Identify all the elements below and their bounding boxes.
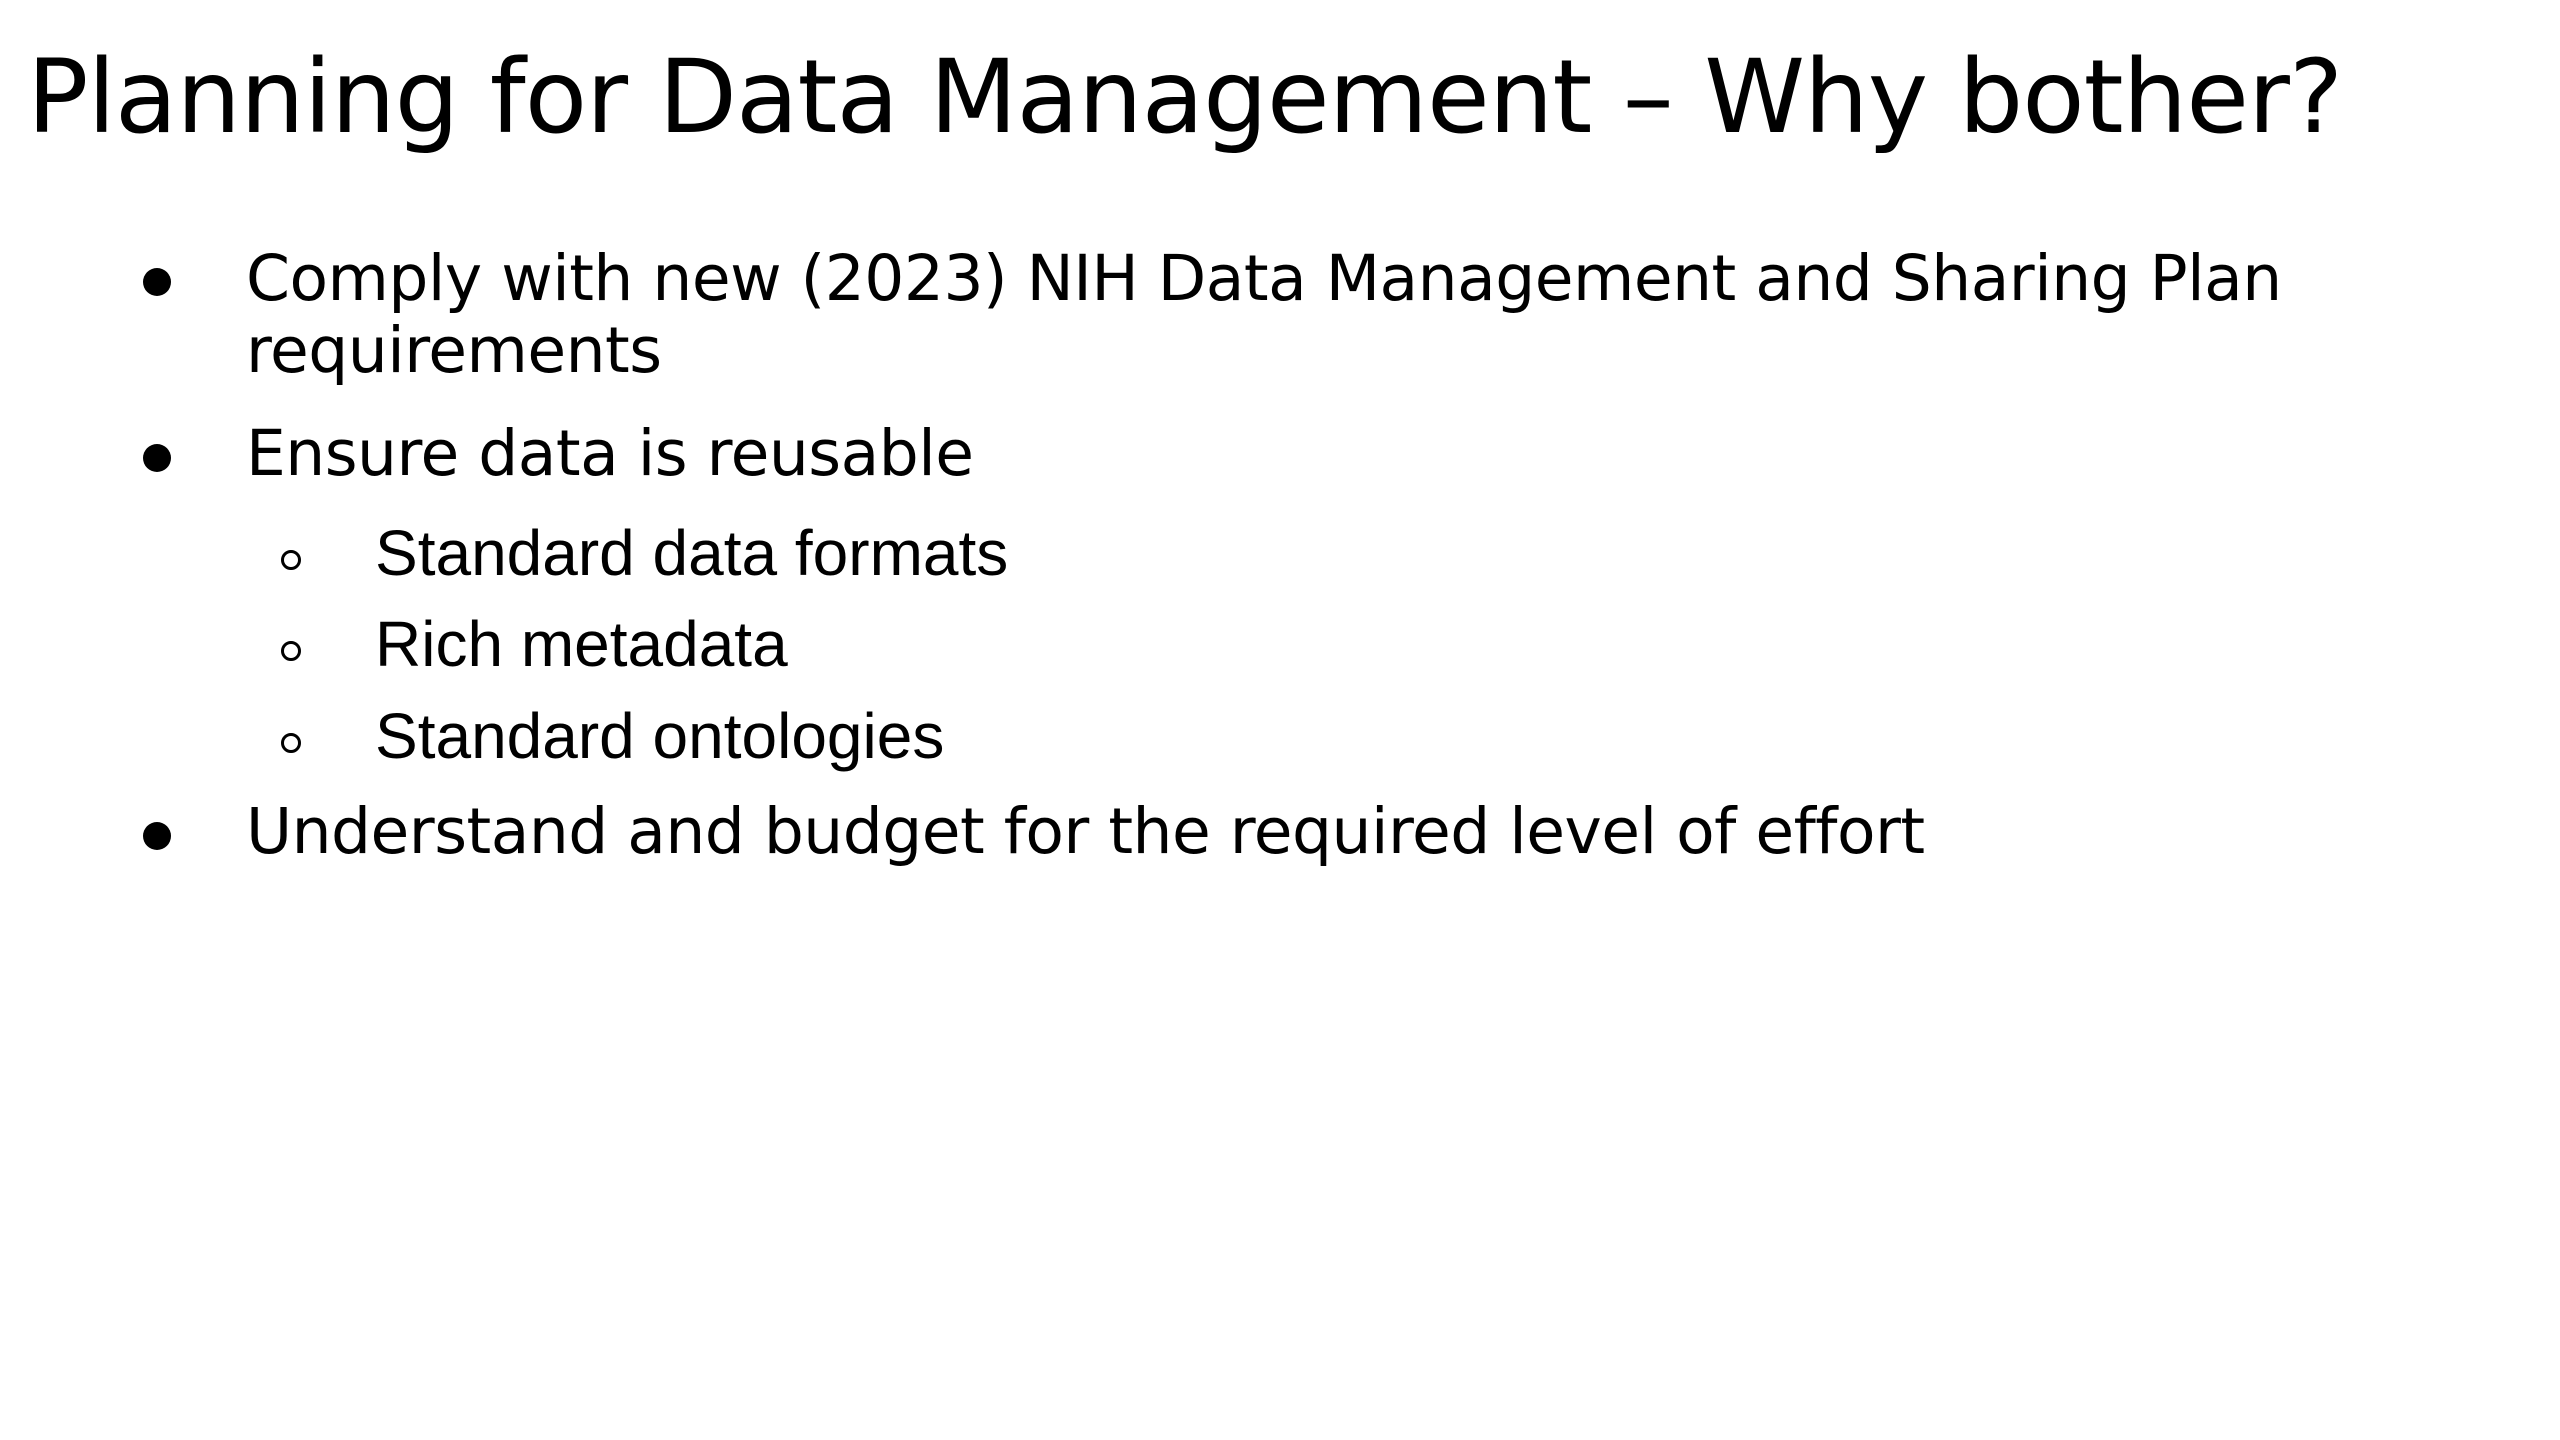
bullet-text: Understand and budget for the required level of effort [246, 795, 1925, 868]
slide-title: Planning for Data Management – Why bother? [27, 38, 2343, 157]
bullet-text: Ensure data is reusable [246, 417, 974, 490]
bullet-text-continued: requirements [246, 314, 662, 387]
sub-bullet-text: Standard data formats [375, 517, 1009, 589]
bullet-ring-icon [281, 550, 301, 570]
bullet-text: Comply with new (2023) NIH Data Management and Sharing Plan [246, 242, 2282, 315]
bullet-dot-icon [143, 444, 171, 472]
bullet-dot-icon [143, 268, 171, 296]
sub-bullet-text: Standard ontologies [375, 700, 945, 772]
sub-bullet-text: Rich metadata [375, 608, 788, 680]
bullet-ring-icon [281, 641, 301, 661]
bullet-ring-icon [281, 733, 301, 753]
bullet-dot-icon [143, 822, 171, 850]
